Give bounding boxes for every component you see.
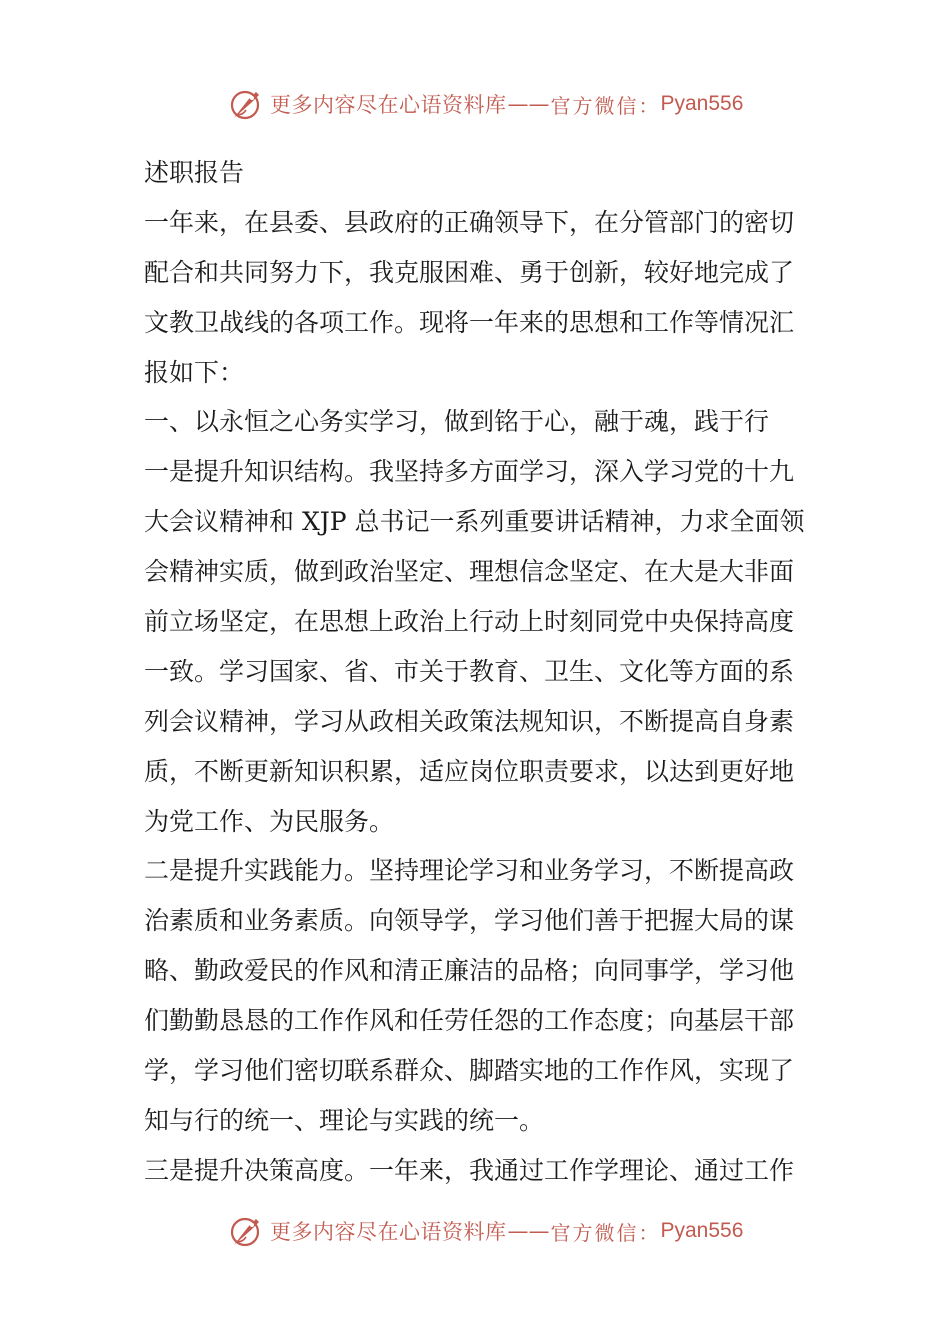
text-line: 大会议精神和 XJP 总书记一系列重要讲话精神，力求全面领 <box>144 507 805 537</box>
text-line: 略、勤政爱民的作风和清正廉洁的品格；向同事学，学习他 <box>144 956 795 986</box>
header-promo-text: 更多内容尽在心语资料库 <box>270 93 507 117</box>
section-heading: 一、以永恒之心务实学习，做到铭于心，融于魂，践于行 <box>144 407 770 437</box>
footer-banner <box>228 1211 743 1251</box>
footer-wechat-id: Pyan556 <box>660 1219 744 1242</box>
header-banner <box>228 84 743 124</box>
text-line: 为党工作、为民服务。 <box>144 806 395 836</box>
pen-nib-logo-icon <box>228 1213 264 1249</box>
text-line: 三是提升决策高度。一年来，我通过工作学理论、通过工作 <box>144 1155 795 1185</box>
document-title: 述职报告 <box>144 158 245 187</box>
text-line: 前立场坚定，在思想上政治上行动上时刻同党中央保持高度 <box>144 607 795 637</box>
text-line: 报如下： <box>144 357 245 387</box>
text-line: 知与行的统一、理论与实践的统一。 <box>144 1105 545 1135</box>
text-line: 一是提升知识结构。我坚持多方面学习，深入学习党的十九 <box>144 457 795 487</box>
text-line: 质，不断更新知识积累，适应岗位职责要求，以达到更好地 <box>144 756 795 786</box>
header-separator: —— <box>507 92 550 116</box>
pen-nib-logo-icon <box>228 86 264 122</box>
text-line: 二是提升实践能力。坚持理论学习和业务学习，不断提高政 <box>144 856 795 886</box>
header-wechat-id: Pyan556 <box>660 92 744 115</box>
footer-separator: —— <box>507 1219 550 1243</box>
text-line: 文教卫战线的各项工作。现将一年来的思想和工作等情况汇 <box>144 307 795 337</box>
footer-wechat-label: 官方微信： <box>550 1220 661 1245</box>
footer-promo-text: 更多内容尽在心语资料库 <box>270 1220 507 1244</box>
text-line: 们勤勤恳恳的工作作风和任劳任怨的工作态度；向基层干部 <box>144 1006 795 1036</box>
text-line: 列会议精神，学习从政相关政策法规知识，不断提高自身素 <box>144 706 795 736</box>
text-line: 学，学习他们密切联系群众、脚踏实地的工作作风，实现了 <box>144 1056 795 1086</box>
text-line: 一致。学习国家、省、市关于教育、卫生、文化等方面的系 <box>144 656 795 686</box>
text-line: 治素质和业务素质。向领导学，学习他们善于把握大局的谋 <box>144 906 795 936</box>
text-line: 会精神实质，做到政治坚定、理想信念坚定、在大是大非面 <box>144 557 795 587</box>
text-line: 一年来，在县委、县政府的正确领导下，在分管部门的密切 <box>144 207 795 237</box>
document-body <box>144 148 814 1196</box>
text-line: 配合和共同努力下，我克服困难、勇于创新，较好地完成了 <box>144 257 795 287</box>
header-wechat-label: 官方微信： <box>550 93 661 118</box>
